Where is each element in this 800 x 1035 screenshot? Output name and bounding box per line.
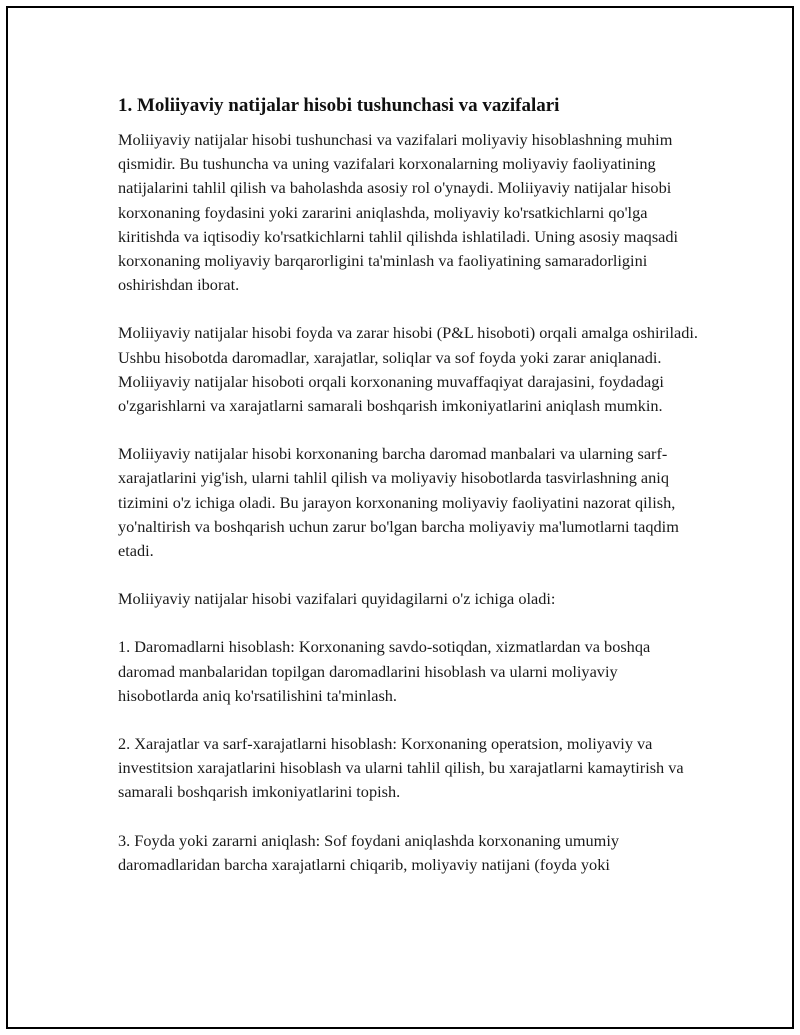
list-item-profit-loss: 3. Foyda yoki zararni aniqlash: Sof foydani aniqlashda korxonaning umumiy daromadlaridan barcha xarajatlarni chiqarib, moliyaviy natijani (foyda yoki [118,830,620,874]
section-heading: 1. Moliiyaviy natijalar hisobi tushunchasi va vazifalari [118,95,560,116]
document-body [118,93,698,901]
list-item-expense-calculation: 2. Xarajatlar va sarf-xarajatlarni hisoblash: Korxonaning operatsion, moliyaviy va investitsion xarajatlarini hisoblash va ularni tahlil qilish, bu xarajatlarni kamaytirish va samarali boshqarish imkoniyatlarini topish. [118,734,684,802]
paragraph-intro: Moliiyaviy natijalar hisobi tushunchasi va vazifalari moliyaviy hisoblashning muhim qismidir. Bu tushuncha va uning vazifalari korxonalarning moliyaviy faoliyatining natijalarini tahlil qilish va baholashda asosiy rol o'ynaydi. Moliiyaviy natijalar hisobi korxonaning foydasini yoki zararini aniqlashda, moliyaviy ko'rsatkichlarni qo'lga kiritishda va iqtisodiy ko'rsatkichlarni tahlil qilishda ishlatiladi. Uning asosiy maqsadi korxonaning moliyaviy barqarorligini ta'minlash va faoliyatining samaradorligini oshirishdan iborat. [118,130,679,295]
paragraph-income-sources: Moliiyaviy natijalar hisobi korxonaning barcha daromad manbalari va ularning sarf-xarajatlarini yig'ish, ularni tahlil qilish va moliyaviy hisobotlarda tasvirlashning aniq tizimini o'z ichiga oladi. Bu jarayon korxonaning moliyaviy faoliyatini nazorat qilish, yo'naltirish va boshqarish uchun zarur bo'lgan barcha moliyaviy ma'lumotlarni taqdim etadi. [118,444,679,561]
list-item-income-calculation: 1. Daromadlarni hisoblash: Korxonaning savdo-sotiqdan, xizmatlardan va boshqa daromad manbalaridan topilgan daromadlarini hisoblash va ularni moliyaviy hisobotlarda aniq ko'rsatilishini ta'minlash. [118,637,651,705]
paragraph-tasks-intro: Moliiyaviy natijalar hisobi vazifalari quyidagilarni o'z ichiga oladi: [118,589,556,609]
paragraph-pl-report: Moliiyaviy natijalar hisobi foyda va zarar hisobi (P&L hisoboti) orqali amalga oshiriladi. Ushbu hisobotda daromadlar, xarajatlar, soliqlar va sof foyda yoki zarar aniqlanadi. Moliiyaviy natijalar hisoboti orqali korxonaning muvaffaqiyat darajasini, foydadagi o'zgarishlarni va xarajatlarni samarali boshqarish imkoniyatlarini aniqlash mumkin. [118,323,698,416]
